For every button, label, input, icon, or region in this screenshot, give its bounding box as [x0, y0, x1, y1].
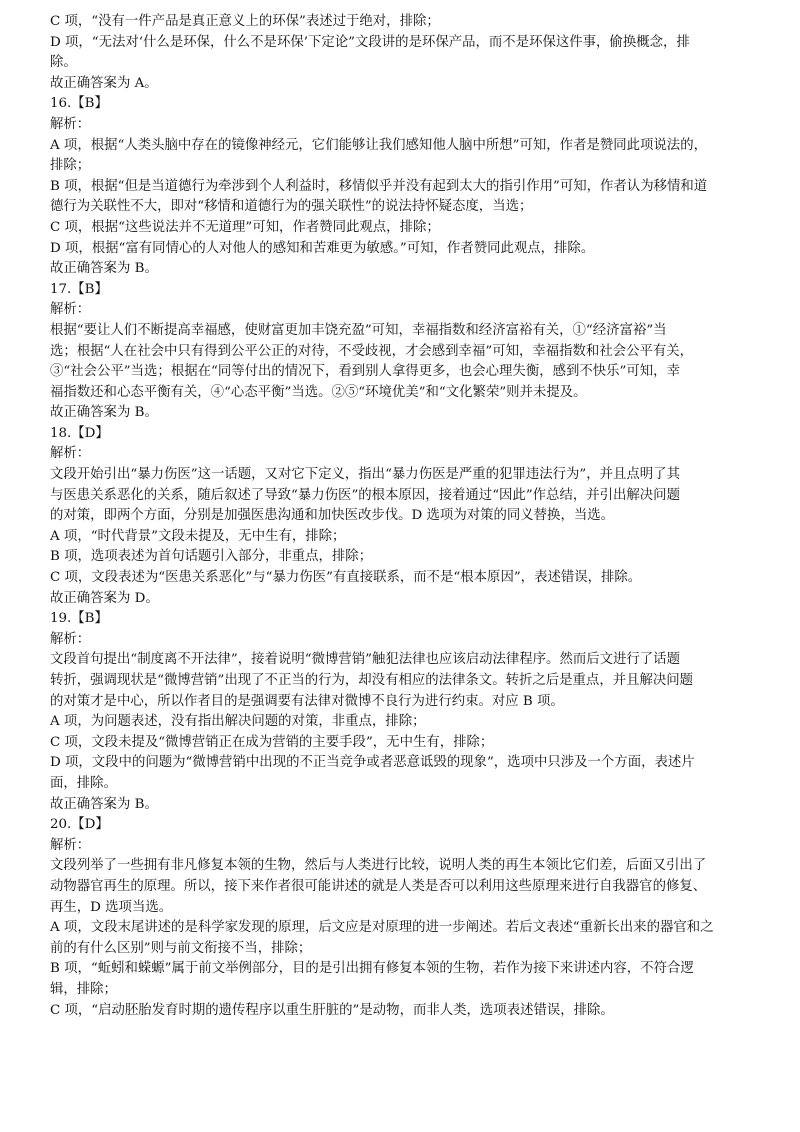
text-line: 文段列举了一些拥有非凡修复本领的生物，然后与人类进行比较，说明人类的再生本领比它们差，后面又引出了 — [50, 858, 707, 874]
text-line: 20.【D】 — [50, 817, 109, 833]
text-line: 动物器官再生的原理。所以，接下来作者很可能讲述的就是人类是否可以利用这些原理来进行自我器官的修复、 — [50, 878, 707, 894]
text-line: C 项，根据“这些说法并不无道理”可知，作者赞同此观点，排除； — [50, 219, 440, 235]
text-line: 解析： — [50, 302, 91, 318]
text-line: 的对策，即两个方面，分别是加强医患沟通和加快医改步伐。D 选项为对策的同义替换，当选。 — [50, 508, 615, 524]
text-line: D 项，“无法对‘什么是环保，什么不是环保’下定论”文段讲的是环保产品，而不是环保这件事，偷换概念，排 — [50, 34, 690, 50]
text-line: 故正确答案为 D。 — [50, 590, 159, 606]
text-line: C 项，文段表述为“医患关系恶化”与“暴力伤医”有直接联系，而不是“根本原因”，表述错误，排除。 — [50, 570, 642, 586]
text-line: 前的有什么区别”则与前文衔接不当，排除； — [50, 940, 312, 956]
text-line: 故正确答案为 B。 — [50, 796, 158, 812]
text-line: 19.【B】 — [50, 611, 108, 627]
text-line: 文段开始引出“暴力伤医”这一话题，又对它下定义，指出“暴力伤医是严重的犯罪违法行为”，并且点明了其 — [50, 467, 680, 483]
text-line: 解析： — [50, 837, 91, 853]
text-line: 文段首句提出“制度离不开法律”，接着说明“微博营销”触犯法律也应该启动法律程序。然而后文进行了话题 — [50, 652, 680, 668]
text-line: 故正确答案为 B。 — [50, 261, 158, 277]
text-line: 与医患关系恶化的关系，随后叙述了导致“暴力伤医”的根本原因，接着通过“因此”作总结，并引出解决问题 — [50, 487, 680, 503]
text-line: 解析： — [50, 116, 91, 132]
text-line: 转折，强调现状是“微博营销”出现了不正当的行为，却没有相应的法律条文。转折之后是重点，并且解决问题 — [50, 673, 694, 688]
text-line: 解析： — [50, 631, 91, 647]
text-line: C 项，“没有一件产品是真正意义上的环保”表述过于绝对，排除； — [50, 14, 440, 29]
text-line: 18.【D】 — [50, 425, 109, 441]
text-line: 16.【B】 — [50, 96, 108, 112]
text-line: 17.【B】 — [50, 281, 108, 297]
text-line: A 项，根据“人类头脑中存在的镜像神经元，它们能够让我们感知他人脑中所想”可知，作者是赞同此项说法的， — [50, 137, 707, 153]
text-line: 德行为关联性不大，即对“移情和道德行为的强关联性”的说法持怀疑态度，当选； — [50, 199, 533, 215]
text-line: 福指数还和心态平衡有关，④“心态平衡”当选。②⑤“环境优美”和“文化繁荣”则并未提及。 — [50, 384, 587, 400]
text-line: 根据“要让人们不断提高幸福感，使财富更加丰饶充盈”可知，幸福指数和经济富裕有关，①“经济富裕”当 — [50, 322, 667, 338]
text-line: 排除； — [50, 158, 91, 174]
text-line: 故正确答案为 B。 — [50, 405, 158, 421]
text-line: B 项，选项表述为首句话题引入部分，非重点，排除； — [50, 549, 373, 565]
text-line: 除。 — [50, 55, 77, 71]
text-line: 故正确答案为 A。 — [50, 75, 158, 91]
text-line: D 项，文段中的问题为“微博营销中出现的不正当竞争或者恶意诋毁的现象”，选项中只涉及一个方面，表述片 — [50, 755, 695, 771]
text-line: C 项，“启动胚胎发育时期的遗传程序以重生肝脏的”是动物，而非人类，选项表述错误，排除。 — [50, 1002, 614, 1018]
text-line: B 项，“蚯蚓和蝾螈”属于前文举例部分，目的是引出拥有修复本领的生物，若作为接下来讲述内容，不符合逻 — [50, 961, 694, 977]
text-line: 的对策才是中心，所以作者目的是强调要有法律对微博不良行为进行约束。对应 B 项。 — [50, 693, 564, 709]
text-line: A 项，为问题表述，没有指出解决问题的对策，非重点，排除； — [50, 714, 426, 730]
text-line: C 项，文段未提及“微博营销正在成为营销的主要手段”，无中生有，排除； — [50, 734, 494, 750]
text-line: D 项，根据“富有同情心的人对他人的感知和苦难更为敏感。”可知，作者赞同此观点，排除。 — [50, 240, 595, 256]
text-line: ③“社会公平”当选；根据在“同等付出的情况下，看到别人拿得更多，也会心理失衡，感到不快乐”可知，幸 — [50, 364, 680, 380]
text-line: 选；根据“人在社会中只有得到公平公正的对待，不受歧视，才会感到幸福”可知，幸福指数和社会公平有关， — [50, 343, 694, 359]
text-line: A 项，文段末尾讲述的是科学家发现的原理，后文应是对原理的进一步阐述。若后文表述“重新长出来的器官和之 — [50, 920, 714, 936]
text-line: 面，排除。 — [50, 775, 117, 791]
text-line: A 项，“时代背景”文段未提及，无中生有，排除； — [50, 528, 346, 544]
text-line: 再生，D 选项当选。 — [50, 899, 173, 915]
text-line: B 项，根据“但是当道德行为牵涉到个人利益时，移情似乎并没有起到太大的指引作用”可知，作者认为移情和道 — [50, 178, 708, 194]
text-line: 解析： — [50, 446, 91, 462]
text-line: 辑，排除； — [50, 981, 117, 997]
